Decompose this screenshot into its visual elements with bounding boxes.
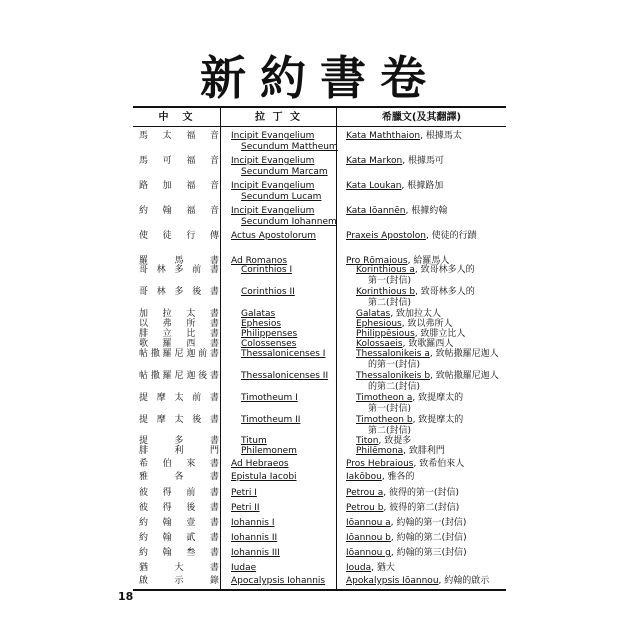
greek-title xyxy=(346,156,444,167)
greek-translation-2: 第一(封信) xyxy=(368,404,412,414)
greek-translation: , 使徒的行蹟 xyxy=(425,231,477,241)
chinese-title: 提 多 書 xyxy=(139,436,219,446)
greek-transliteration: Philēmona xyxy=(356,446,404,456)
page-title: 新約書卷 xyxy=(200,51,440,105)
greek-translation: , 根據馬太 xyxy=(420,131,462,141)
chinese-title: 雅 各 書 xyxy=(139,472,219,482)
greek-title xyxy=(356,393,463,415)
chinese-title: 彼 得 前 書 xyxy=(139,488,219,498)
greek-title xyxy=(346,472,415,483)
latin-line-2: Galatas xyxy=(241,309,276,319)
latin-line-2: Secundum Iohannem xyxy=(241,217,337,227)
greek-title xyxy=(346,488,459,499)
chinese-title: 以 弗 所 書 xyxy=(139,319,219,329)
latin-line-2: Secundum Marcam xyxy=(241,167,328,177)
greek-transliteration: Kata Iōannēn xyxy=(346,206,406,216)
greek-transliteration: Korinthious b xyxy=(356,287,416,297)
greek-translation-2: 第二(封信) xyxy=(368,298,412,308)
greek-transliteration: Ephesious xyxy=(356,319,402,329)
greek-transliteration: Praxeis Apostolon xyxy=(346,231,426,241)
latin-line-2: Timotheum I xyxy=(241,393,298,403)
latin-line: Epistula Iacobi xyxy=(231,472,297,482)
greek-title xyxy=(346,459,464,470)
greek-transliteration: Timotheon a xyxy=(356,393,413,403)
greek-translation-2: 的第一(封信) xyxy=(368,360,421,370)
greek-title xyxy=(346,548,467,559)
greek-translation: , 致帖撒羅尼迦人 xyxy=(430,371,499,381)
latin-line: Iohannis II xyxy=(231,533,278,543)
chinese-title: 約 翰 壹 書 xyxy=(139,518,219,528)
greek-translation: , 致哥林多人的 xyxy=(415,287,475,297)
greek-translation: , 彼得的第二(封信) xyxy=(383,503,460,513)
latin-title xyxy=(231,415,300,426)
chinese-title: 帖 撒 羅 尼 迦 前 書 xyxy=(139,349,219,359)
column-divider xyxy=(336,108,337,589)
greek-translation: , 致歌羅西人 xyxy=(402,339,454,349)
greek-transliteration: Pro Rōmaious xyxy=(346,256,408,266)
chinese-title: 哥 林 多 後 書 xyxy=(139,287,219,297)
greek-translation: , 致哥林多人的 xyxy=(414,265,475,275)
greek-transliteration: Thessalonikeis b xyxy=(356,371,431,381)
chinese-title: 彼 得 後 書 xyxy=(139,503,219,513)
latin-line: Ad Romanos xyxy=(231,256,288,266)
latin-title xyxy=(231,393,298,404)
latin-line-2: Secundum Lucam xyxy=(241,192,322,202)
greek-translation: , 致以弗所人 xyxy=(401,319,453,329)
latin-line: Incipit Evangelium xyxy=(231,181,315,191)
greek-transliteration: Iouda xyxy=(346,563,372,573)
latin-title xyxy=(231,472,297,483)
latin-title xyxy=(231,231,316,242)
chinese-title: 腓 立 比 書 xyxy=(139,329,219,339)
greek-transliteration: Kata Maththaion xyxy=(346,131,421,141)
latin-line: Actus Apostolorum xyxy=(231,231,317,241)
chinese-title: 希 伯 來 書 xyxy=(139,459,219,469)
chinese-title: 約 翰 叁 書 xyxy=(139,548,219,558)
latin-title xyxy=(231,446,297,457)
greek-transliteration: Iakōbou xyxy=(346,472,382,482)
latin-title xyxy=(231,181,321,203)
latin-line: Incipit Evangelium xyxy=(231,131,315,141)
greek-title xyxy=(346,518,466,529)
greek-translation: , 彼得的第一(封信) xyxy=(383,488,460,498)
greek-transliteration: Thessalonikeis a xyxy=(356,349,430,359)
greek-title xyxy=(346,533,467,544)
greek-transliteration: Timotheon b xyxy=(356,415,413,425)
chinese-title: 馬 太 福 音 xyxy=(139,131,219,141)
greek-transliteration: Kolossaeis xyxy=(356,339,403,349)
chinese-title: 哥 林 多 前 書 xyxy=(139,265,219,275)
greek-translation: , 致腓利門 xyxy=(403,446,445,456)
latin-line-2: Philippenses xyxy=(241,329,298,339)
greek-translation: , 根據路加 xyxy=(401,181,444,191)
greek-translation: , 致提摩太的 xyxy=(412,393,464,403)
greek-translation-2: 第一(封信) xyxy=(368,276,412,286)
latin-line-2: Thessalonicenses II xyxy=(241,371,329,381)
latin-title xyxy=(231,459,289,470)
latin-line-2: Ephesios xyxy=(241,319,282,329)
latin-line: Incipit Evangelium xyxy=(231,206,315,216)
latin-title xyxy=(231,548,280,559)
greek-translation: , 給羅馬人 xyxy=(407,256,450,266)
greek-transliteration: Philippēsious xyxy=(356,329,415,339)
greek-transliteration: Korinthious a xyxy=(356,265,415,275)
greek-title xyxy=(346,576,489,587)
chinese-title: 提 摩 太 前 書 xyxy=(139,393,219,403)
greek-transliteration: Iōannou b xyxy=(346,533,391,543)
greek-translation: , 雅各的 xyxy=(381,472,415,482)
latin-title xyxy=(231,488,257,499)
greek-transliteration: Iōannou a xyxy=(346,518,391,528)
greek-transliteration: Apokalypsis Iōannou xyxy=(346,576,439,586)
greek-title xyxy=(356,287,475,309)
header-greek: 希臘文(及其翻譯) xyxy=(381,112,462,123)
latin-line: Ad Hebraeos xyxy=(231,459,289,469)
greek-translation: , 約翰的第二(封信) xyxy=(390,533,467,543)
greek-translation: , 根據馬可 xyxy=(402,156,444,166)
latin-line-2: Colossenses xyxy=(241,339,297,349)
greek-translation: , 約翰的第三(封信) xyxy=(390,548,467,558)
greek-transliteration: Titon xyxy=(356,436,379,446)
chinese-title: 猶 大 書 xyxy=(139,563,219,573)
latin-title xyxy=(231,349,325,360)
latin-title xyxy=(231,131,338,153)
greek-title xyxy=(356,415,463,437)
latin-line-2: Titum xyxy=(241,436,267,446)
greek-transliteration: Pros Hebraious xyxy=(346,459,414,469)
greek-transliteration: Petrou a xyxy=(346,488,384,498)
latin-line-2: Timotheum II xyxy=(241,415,301,425)
latin-title xyxy=(231,518,275,529)
latin-line-2: Secundum Mattheum xyxy=(241,142,338,152)
greek-translation: , 約翰的第一(封信) xyxy=(390,518,467,528)
greek-title xyxy=(346,563,395,574)
latin-line: Petri I xyxy=(231,488,257,498)
latin-title xyxy=(231,206,337,228)
latin-line: Incipit Evangelium xyxy=(231,156,315,166)
latin-line: Iudae xyxy=(231,563,257,573)
latin-line-2: Philemonem xyxy=(241,446,297,456)
greek-transliteration: Kata Markon xyxy=(346,156,403,166)
latin-title xyxy=(231,503,260,514)
greek-transliteration: Petrou b xyxy=(346,503,384,513)
header-divider xyxy=(133,126,506,127)
greek-translation: , 致帖撒羅尼迦人 xyxy=(429,349,499,359)
latin-title xyxy=(231,533,277,544)
latin-line-2: Corinthios II xyxy=(241,287,295,297)
greek-title xyxy=(346,503,459,514)
greek-transliteration: Galatas xyxy=(356,309,391,319)
greek-title xyxy=(346,131,462,142)
latin-line: Iohannis I xyxy=(231,518,275,528)
greek-translation: , 根據約翰 xyxy=(405,206,448,216)
greek-translation: , 約翰的啟示 xyxy=(438,576,490,586)
page-number: 18 xyxy=(118,590,134,603)
latin-line: Apocalypsis Iohannis xyxy=(231,576,326,586)
greek-transliteration: Kata Loukan xyxy=(346,181,402,191)
chinese-title: 腓 利 門 xyxy=(139,446,219,456)
chinese-title: 歌 羅 西 書 xyxy=(139,339,219,349)
chinese-title: 提 摩 太 後 書 xyxy=(139,415,219,425)
latin-title xyxy=(231,265,292,276)
greek-title xyxy=(356,446,445,457)
greek-title xyxy=(356,371,499,393)
greek-transliteration: Iōannou g xyxy=(346,548,391,558)
latin-title xyxy=(231,287,295,298)
greek-translation: , 致提多 xyxy=(378,436,412,446)
greek-title xyxy=(356,349,499,371)
latin-line-2: Thessalonicenses I xyxy=(241,349,326,359)
header-chinese: 中 文 xyxy=(158,112,195,123)
latin-line-2: Corinthios I xyxy=(241,265,293,275)
chinese-title: 約 翰 貳 書 xyxy=(139,533,219,543)
chinese-title: 馬 可 福 音 xyxy=(139,156,219,166)
chinese-title: 加 拉 太 書 xyxy=(139,309,219,319)
latin-title xyxy=(231,576,325,587)
chinese-title: 路 加 福 音 xyxy=(139,181,219,191)
greek-title xyxy=(356,265,475,287)
latin-line: Petri II xyxy=(231,503,260,513)
latin-title xyxy=(231,156,328,178)
greek-translation: , 致希伯來人 xyxy=(413,459,465,469)
chinese-title: 使 徒 行 傳 xyxy=(139,231,219,241)
greek-translation: , 致提摩太的 xyxy=(412,415,464,425)
header-latin: 拉 丁 文 xyxy=(255,112,302,123)
books-table xyxy=(133,106,506,591)
chinese-title: 約 翰 福 音 xyxy=(139,206,219,216)
greek-title xyxy=(346,206,447,217)
chinese-title: 帖 撒 羅 尼 迦 後 書 xyxy=(139,371,219,381)
chinese-title: 羅 馬 書 xyxy=(139,256,219,266)
chinese-title: 啟 示 錄 xyxy=(139,576,219,586)
greek-translation: , 致腓立比人 xyxy=(414,329,466,339)
latin-title xyxy=(231,563,256,574)
greek-translation: , 猶大 xyxy=(371,563,395,573)
greek-translation: , 致加拉太人 xyxy=(390,309,441,319)
greek-translation-2: 的第二(封信) xyxy=(368,382,421,392)
greek-translation-2: 第二(封信) xyxy=(368,426,412,436)
greek-title xyxy=(346,231,477,242)
column-divider xyxy=(220,108,221,589)
greek-title xyxy=(346,181,443,192)
latin-line: Iohannis III xyxy=(231,548,280,558)
latin-title xyxy=(231,371,328,382)
